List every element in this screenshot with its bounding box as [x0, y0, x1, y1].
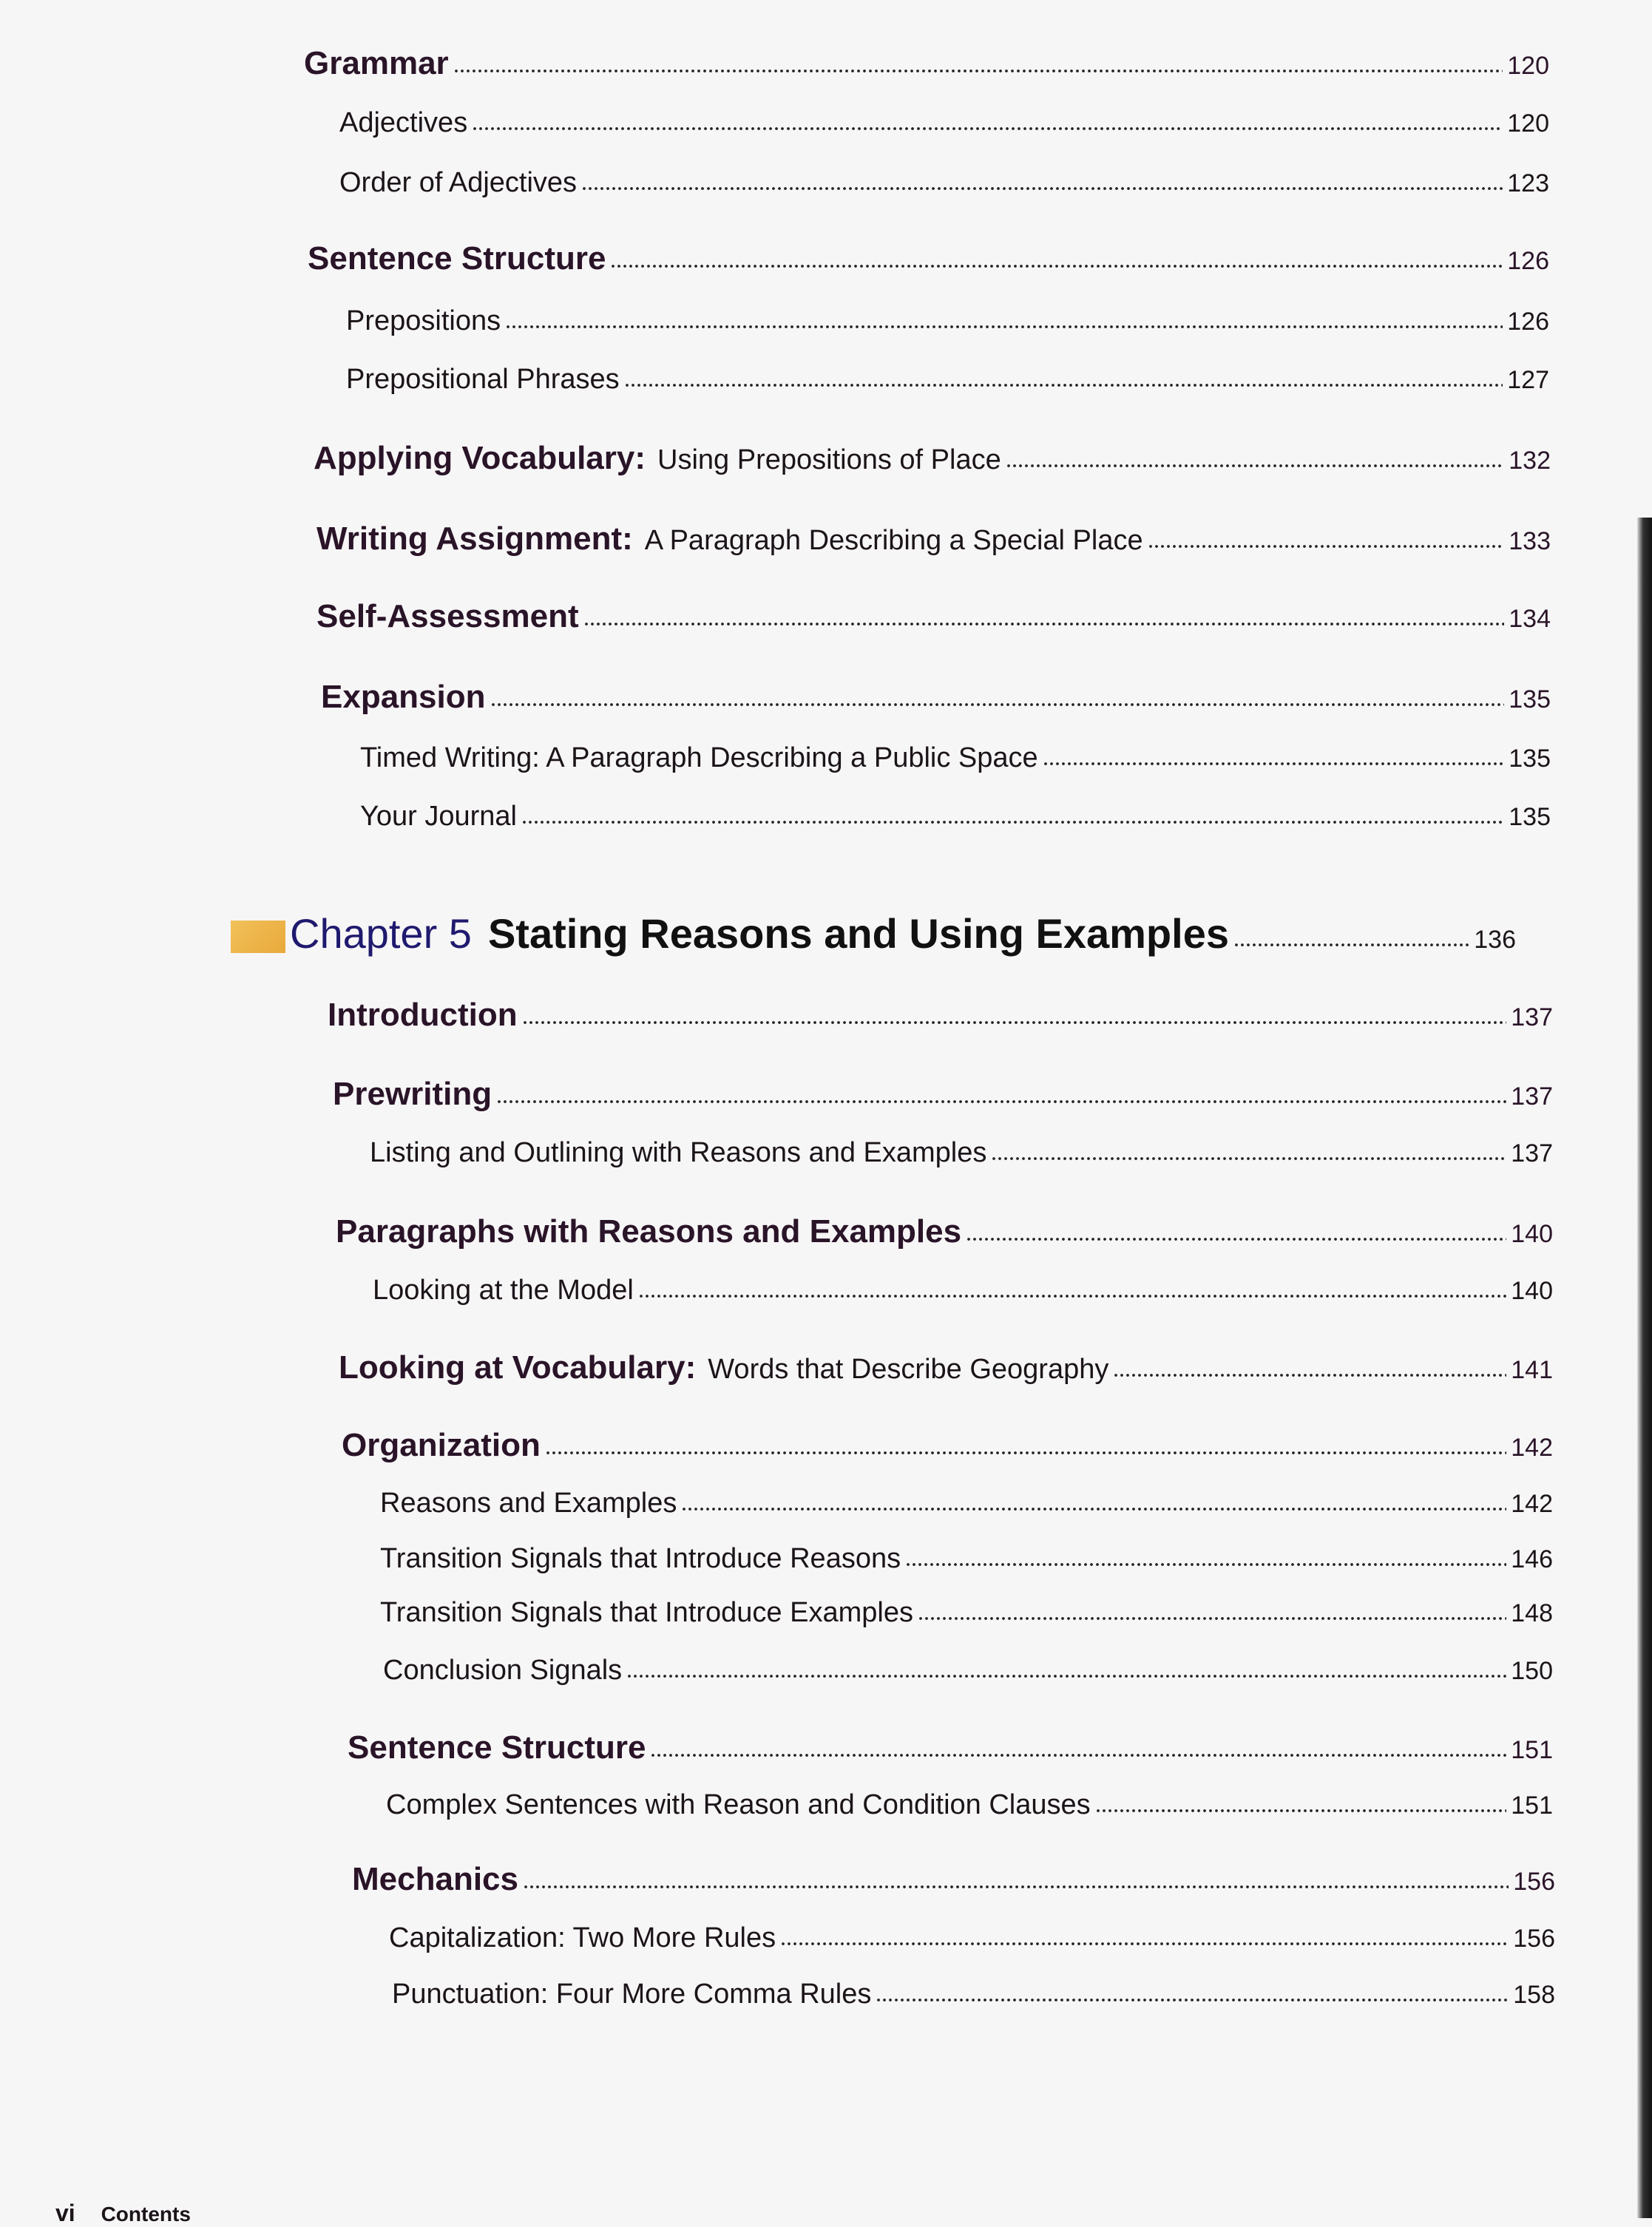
- toc-section-entry: [316, 598, 1551, 635]
- dot-leader: [780, 1939, 1509, 1947]
- entry-page-number: 137: [1511, 1003, 1553, 1031]
- dot-leader: [505, 322, 1503, 330]
- dot-leader: [523, 1882, 1509, 1890]
- chapter-marker-icon: [231, 921, 285, 953]
- toc-section-entry: [339, 1349, 1553, 1386]
- toc-subsection-entry: [380, 1597, 1553, 1629]
- dot-leader: [583, 620, 1505, 627]
- entry-page-number: 135: [1509, 685, 1551, 713]
- toc-subsection-entry: [339, 107, 1549, 139]
- toc-section-entry: [342, 1427, 1553, 1464]
- dot-leader: [1113, 1371, 1506, 1378]
- dot-leader: [681, 1505, 1506, 1512]
- entry-title: Self-Assessment: [316, 598, 579, 634]
- toc-subsection-entry: [383, 1655, 1553, 1687]
- toc-subsection-entry: [339, 167, 1549, 199]
- toc-subsection-entry: [380, 1543, 1553, 1575]
- dot-leader: [918, 1614, 1506, 1621]
- entry-subtitle: Punctuation: Four More Comma Rules: [392, 1979, 872, 2010]
- entry-title: Applying Vocabulary:: [314, 440, 646, 476]
- entry-subtitle: Timed Writing: A Paragraph Describing a Public Space: [360, 742, 1038, 773]
- entry-subtitle: Complex Sentences with Reason and Condition Clauses: [386, 1789, 1091, 1820]
- toc-subsection-entry: [392, 1979, 1555, 2010]
- dot-leader: [624, 381, 1503, 388]
- entry-title: Sentence Structure: [348, 1729, 646, 1766]
- dot-leader: [966, 1235, 1506, 1242]
- page-edge-shadow: [1637, 518, 1652, 2218]
- entry-page-number: 151: [1511, 1792, 1553, 1820]
- entry-title: Looking at Vocabulary:: [339, 1349, 697, 1386]
- toc-section-entry: [333, 1076, 1553, 1113]
- toc-subsection-entry: [386, 1789, 1553, 1821]
- toc-subsection-entry: [360, 742, 1551, 774]
- entry-page-number: 135: [1509, 745, 1551, 773]
- entry-page-number: 126: [1507, 308, 1549, 336]
- entry-page-number: 120: [1507, 52, 1549, 80]
- dot-leader: [876, 1996, 1509, 2003]
- toc-section-entry: [321, 679, 1551, 716]
- entry-subtitle: Using Prepositions of Place: [657, 444, 1001, 475]
- running-footer-title: Contents: [101, 2203, 191, 2226]
- dot-leader: [1233, 940, 1469, 948]
- entry-subtitle: Adjectives: [339, 107, 468, 138]
- chapter-label: Chapter 5: [290, 910, 472, 957]
- entry-subtitle: Conclusion Signals: [383, 1655, 623, 1686]
- entry-title: Paragraphs with Reasons and Examples: [336, 1213, 962, 1250]
- dot-leader: [490, 700, 1505, 708]
- dot-leader: [650, 1751, 1506, 1758]
- toc-section-entry: [352, 1861, 1555, 1898]
- entry-subtitle: Your Journal: [360, 801, 517, 832]
- entry-subtitle: Words that Describe Geography: [708, 1354, 1109, 1385]
- dot-leader: [472, 124, 1503, 132]
- toc-subsection-entry: [380, 1488, 1553, 1519]
- entry-subtitle: Transition Signals that Introduce Reasons: [380, 1543, 901, 1574]
- dot-leader: [581, 184, 1503, 191]
- entry-page-number: 137: [1511, 1139, 1553, 1167]
- entry-page-number: 150: [1511, 1657, 1553, 1685]
- toc-subsection-entry: [373, 1275, 1553, 1306]
- entry-page-number: 134: [1509, 605, 1551, 633]
- entry-page-number: 136: [1474, 926, 1516, 954]
- dot-leader: [1148, 542, 1505, 549]
- entry-page-number: 126: [1507, 247, 1549, 275]
- entry-page-number: 127: [1507, 366, 1549, 394]
- page-number: vi: [55, 2200, 75, 2226]
- entry-subtitle: Reasons and Examples: [380, 1488, 677, 1519]
- dot-leader: [521, 818, 1504, 825]
- entry-subtitle: Prepositional Phrases: [346, 364, 620, 395]
- toc-subsection-entry: [360, 801, 1551, 833]
- entry-title: Introduction: [328, 997, 518, 1033]
- toc-section-entry: [314, 440, 1551, 477]
- entry-subtitle: Looking at the Model: [373, 1275, 634, 1306]
- entry-page-number: 158: [1513, 1981, 1555, 2009]
- entry-page-number: 120: [1507, 109, 1549, 138]
- entry-page-number: 146: [1511, 1545, 1553, 1573]
- toc-chapter-entry: [290, 909, 1516, 957]
- dot-leader: [991, 1154, 1506, 1162]
- entry-subtitle: Order of Adjectives: [339, 167, 578, 198]
- entry-page-number: 123: [1507, 169, 1549, 197]
- entry-page-number: 142: [1511, 1490, 1553, 1518]
- dot-leader: [496, 1097, 1506, 1105]
- entry-subtitle: Listing and Outlining with Reasons and Examples: [370, 1137, 987, 1168]
- entry-page-number: 140: [1511, 1277, 1553, 1305]
- page-footer: [55, 2200, 210, 2227]
- toc-section-entry: [336, 1213, 1553, 1250]
- toc-subsection-entry: [346, 364, 1549, 396]
- dot-leader: [1095, 1806, 1507, 1814]
- entry-title: Prewriting: [333, 1076, 492, 1112]
- entry-page-number: 142: [1511, 1434, 1553, 1462]
- toc-subsection-entry: [370, 1137, 1553, 1169]
- entry-page-number: 156: [1513, 1925, 1555, 1953]
- entry-page-number: 137: [1511, 1082, 1553, 1111]
- entry-page-number: 135: [1509, 803, 1551, 831]
- toc-section-entry: [316, 521, 1551, 557]
- toc-subsection-entry: [346, 305, 1549, 337]
- toc-section-entry: [328, 997, 1553, 1034]
- entry-subtitle: Capitalization: Two More Rules: [389, 1922, 776, 1953]
- entry-title: Expansion: [321, 679, 486, 715]
- dot-leader: [638, 1292, 1506, 1299]
- entry-subtitle: A Paragraph Describing a Special Place: [644, 525, 1143, 556]
- dot-leader: [1006, 461, 1505, 469]
- dot-leader: [522, 1018, 1507, 1026]
- entry-title: Sentence Structure: [308, 240, 606, 277]
- entry-page-number: 141: [1511, 1356, 1553, 1384]
- entry-page-number: 132: [1509, 447, 1551, 475]
- dot-leader: [610, 262, 1503, 269]
- dot-leader: [626, 1672, 1506, 1679]
- entry-page-number: 156: [1513, 1868, 1555, 1896]
- toc-section-entry: [348, 1729, 1553, 1766]
- entry-title: Writing Assignment:: [316, 521, 633, 557]
- dot-leader: [905, 1560, 1506, 1567]
- toc-subsection-entry: [389, 1922, 1555, 1954]
- entry-title: Mechanics: [352, 1861, 518, 1897]
- entry-title: Grammar: [304, 45, 449, 81]
- entry-page-number: 140: [1511, 1220, 1553, 1248]
- dot-leader: [453, 67, 1503, 74]
- dot-leader: [545, 1448, 1506, 1456]
- toc-section-entry: [308, 240, 1549, 277]
- entry-subtitle: Transition Signals that Introduce Examples: [380, 1597, 913, 1628]
- entry-title: Stating Reasons and Using Examples: [487, 910, 1229, 957]
- entry-title: Organization: [342, 1427, 541, 1463]
- entry-page-number: 148: [1511, 1599, 1553, 1627]
- dot-leader: [1043, 759, 1505, 767]
- entry-page-number: 151: [1511, 1736, 1553, 1764]
- entry-page-number: 133: [1509, 527, 1551, 555]
- toc-section-entry: [304, 45, 1549, 82]
- entry-subtitle: Prepositions: [346, 305, 501, 336]
